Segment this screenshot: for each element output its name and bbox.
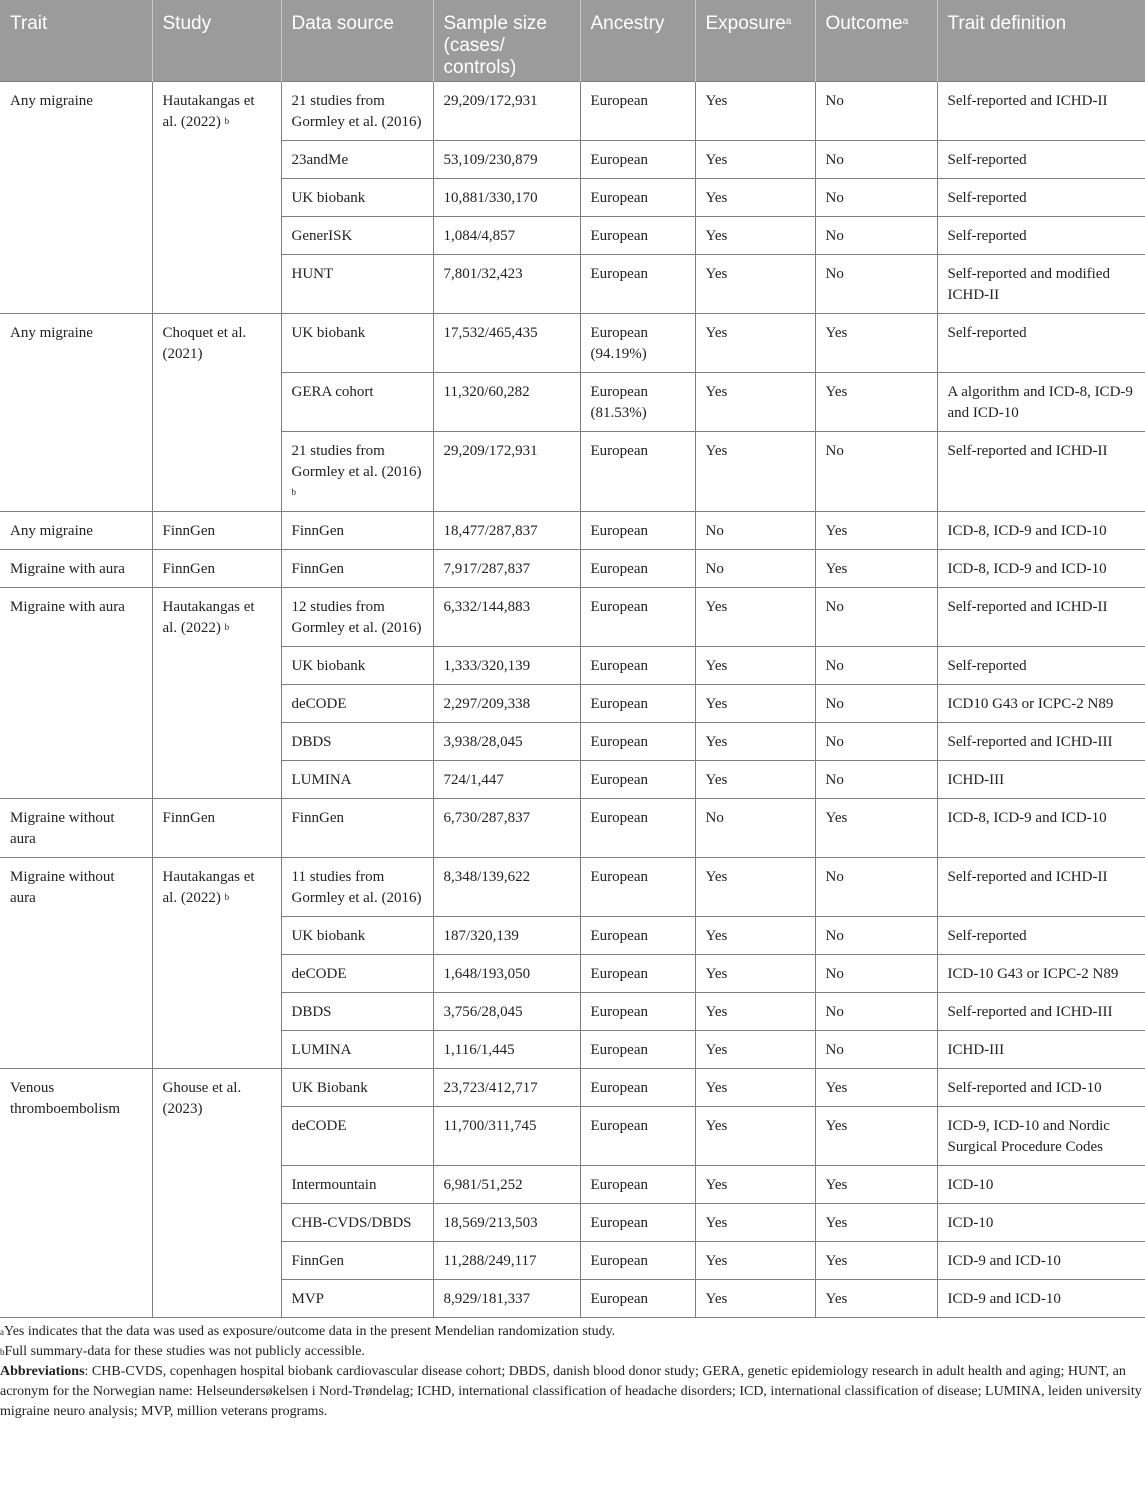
ancestry-cell: European: [580, 722, 695, 760]
data-source-cell: UK biobank: [281, 313, 433, 372]
trait-definition-cell: A algorithm and ICD-8, ICD-9 and ICD-10: [937, 372, 1145, 431]
exposure-cell: Yes: [695, 431, 815, 511]
exposure-cell: Yes: [695, 140, 815, 178]
outcome-cell: Yes: [815, 1068, 937, 1106]
data-source-cell: UK Biobank: [281, 1068, 433, 1106]
ancestry-cell: European: [580, 1203, 695, 1241]
sample-size-cell: 2,297/209,338: [433, 684, 580, 722]
outcome-cell: Yes: [815, 511, 937, 549]
outcome-cell: Yes: [815, 1203, 937, 1241]
data-source-cell: UK biobank: [281, 178, 433, 216]
data-source-cell: 12 studies from Gormley et al. (2016): [281, 587, 433, 646]
data-source-cell: deCODE: [281, 1106, 433, 1165]
exposure-cell: No: [695, 511, 815, 549]
trait-cell: Any migraine: [0, 511, 152, 549]
data-source-cell: CHB-CVDS/DBDS: [281, 1203, 433, 1241]
ancestry-cell: European: [580, 1165, 695, 1203]
ancestry-cell: European: [580, 992, 695, 1030]
outcome-cell: No: [815, 140, 937, 178]
data-source-cell: MVP: [281, 1279, 433, 1317]
exposure-cell: Yes: [695, 178, 815, 216]
trait-definition-cell: ICD-8, ICD-9 and ICD-10: [937, 798, 1145, 857]
trait-cell: Migraine with aura: [0, 549, 152, 587]
data-source-cell: LUMINA: [281, 1030, 433, 1068]
ancestry-cell: European: [580, 140, 695, 178]
table-row: [0, 549, 1145, 587]
exposure-cell: Yes: [695, 646, 815, 684]
trait-definition-cell: ICHD-III: [937, 1030, 1145, 1068]
footnote-a: $^a$Yes indicates that the data was used as exposure/outcome data in the present Mendelian randomization study.: [0, 1323, 616, 1339]
header-ancestry: Ancestry: [580, 0, 695, 81]
outcome-cell: Yes: [815, 372, 937, 431]
trait-definition-cell: Self-reported: [937, 178, 1145, 216]
data-source-cell: FinnGen: [281, 798, 433, 857]
exposure-cell: Yes: [695, 760, 815, 798]
header-row: [0, 0, 1145, 81]
ancestry-cell: European: [580, 1279, 695, 1317]
exposure-cell: Yes: [695, 954, 815, 992]
ancestry-cell: European: [580, 798, 695, 857]
table-row: [0, 313, 1145, 372]
ancestry-cell: European: [580, 254, 695, 313]
outcome-cell: No: [815, 992, 937, 1030]
sample-size-cell: 17,532/465,435: [433, 313, 580, 372]
ancestry-cell: European: [580, 1241, 695, 1279]
outcome-cell: No: [815, 431, 937, 511]
trait-definition-cell: Self-reported and ICHD-III: [937, 722, 1145, 760]
exposure-cell: Yes: [695, 857, 815, 916]
ancestry-cell: European: [580, 216, 695, 254]
data-source-cell: GERA cohort: [281, 372, 433, 431]
outcome-cell: No: [815, 81, 937, 140]
table-body: [0, 81, 1145, 1317]
ancestry-cell: European: [580, 1030, 695, 1068]
outcome-cell: Yes: [815, 549, 937, 587]
sample-size-cell: 10,881/330,170: [433, 178, 580, 216]
sample-size-cell: 1,648/193,050: [433, 954, 580, 992]
data-source-cell: 11 studies from Gormley et al. (2016): [281, 857, 433, 916]
study-cell: Hautakangas et al. (2022) $^b$: [152, 81, 281, 313]
data-source-cell: deCODE: [281, 954, 433, 992]
trait-definition-cell: ICD-8, ICD-9 and ICD-10: [937, 511, 1145, 549]
trait-cell: Venous thromboembolism: [0, 1068, 152, 1317]
outcome-cell: Yes: [815, 1106, 937, 1165]
table-row: [0, 81, 1145, 140]
exposure-cell: Yes: [695, 1165, 815, 1203]
ancestry-cell: European: [580, 760, 695, 798]
trait-definition-cell: Self-reported: [937, 216, 1145, 254]
ancestry-cell: European: [580, 511, 695, 549]
ancestry-cell: European: [580, 81, 695, 140]
table-row: [0, 587, 1145, 646]
header-outcome: Outcome$^a$: [815, 0, 937, 81]
trait-definition-cell: ICD-10 G43 or ICPC-2 N89: [937, 954, 1145, 992]
sample-size-cell: 11,700/311,745: [433, 1106, 580, 1165]
trait-definition-cell: ICD-10: [937, 1203, 1145, 1241]
exposure-cell: Yes: [695, 1241, 815, 1279]
trait-cell: Migraine with aura: [0, 587, 152, 798]
outcome-cell: No: [815, 916, 937, 954]
trait-definition-cell: ICD-9 and ICD-10: [937, 1241, 1145, 1279]
data-source-cell: DBDS: [281, 992, 433, 1030]
trait-definition-cell: Self-reported: [937, 313, 1145, 372]
exposure-cell: Yes: [695, 992, 815, 1030]
outcome-cell: No: [815, 646, 937, 684]
table-row: [0, 798, 1145, 857]
exposure-cell: Yes: [695, 587, 815, 646]
exposure-cell: Yes: [695, 916, 815, 954]
data-source-cell: FinnGen: [281, 549, 433, 587]
trait-cell: Migraine without aura: [0, 857, 152, 1068]
ancestry-cell: European (81.53%): [580, 372, 695, 431]
study-cell: Ghouse et al. (2023): [152, 1068, 281, 1317]
sample-size-cell: 6,730/287,837: [433, 798, 580, 857]
sample-size-cell: 1,333/320,139: [433, 646, 580, 684]
trait-definition-cell: ICD-8, ICD-9 and ICD-10: [937, 549, 1145, 587]
sample-size-cell: 11,320/60,282: [433, 372, 580, 431]
sample-size-cell: 23,723/412,717: [433, 1068, 580, 1106]
header-trait-definition: Trait definition: [937, 0, 1145, 81]
sample-size-cell: 1,084/4,857: [433, 216, 580, 254]
trait-definition-cell: Self-reported and ICD-10: [937, 1068, 1145, 1106]
ancestry-cell: European: [580, 549, 695, 587]
exposure-cell: Yes: [695, 372, 815, 431]
header-data-source: Data source: [281, 0, 433, 81]
ancestry-cell: European: [580, 954, 695, 992]
outcome-cell: Yes: [815, 313, 937, 372]
outcome-cell: Yes: [815, 1165, 937, 1203]
table-row: [0, 1068, 1145, 1106]
trait-definition-cell: ICD-10: [937, 1165, 1145, 1203]
outcome-cell: No: [815, 954, 937, 992]
abbreviations: Abbreviations: CHB-CVDS, copenhagen hospital biobank cardiovascular disease cohort; DBDS, danish blood donor study; GERA, genetic epidemiology research in adult health and aging; HUNT, an acronym for the Norwegian name: Helseundersøkelsen i Nord-Trøndelag; ICHD, international classification of headache disorders; ICD, international classification of disease; LUMINA, leiden university migraine neuro analysis; MVP, million veterans programs.: [0, 1363, 1142, 1419]
sample-size-cell: 53,109/230,879: [433, 140, 580, 178]
data-source-cell: LUMINA: [281, 760, 433, 798]
trait-definition-cell: Self-reported and ICHD-II: [937, 81, 1145, 140]
exposure-cell: Yes: [695, 1030, 815, 1068]
exposure-cell: Yes: [695, 1279, 815, 1317]
study-cell: FinnGen: [152, 549, 281, 587]
footnote-b: $^b$Full summary-data for these studies was not publicly accessible.: [0, 1343, 365, 1359]
trait-definition-cell: ICHD-III: [937, 760, 1145, 798]
exposure-cell: Yes: [695, 216, 815, 254]
study-cell: Hautakangas et al. (2022) $^b$: [152, 857, 281, 1068]
outcome-cell: No: [815, 684, 937, 722]
ancestry-cell: European: [580, 1106, 695, 1165]
trait-definition-cell: Self-reported: [937, 140, 1145, 178]
sample-size-cell: 187/320,139: [433, 916, 580, 954]
exposure-cell: Yes: [695, 1106, 815, 1165]
sample-size-cell: 8,348/139,622: [433, 857, 580, 916]
data-source-cell: 21 studies from Gormley et al. (2016): [281, 81, 433, 140]
ancestry-cell: European: [580, 646, 695, 684]
header-study: Study: [152, 0, 281, 81]
ancestry-cell: European: [580, 857, 695, 916]
data-source-cell: UK biobank: [281, 646, 433, 684]
sample-size-cell: 3,938/28,045: [433, 722, 580, 760]
sample-size-cell: 11,288/249,117: [433, 1241, 580, 1279]
data-source-cell: DBDS: [281, 722, 433, 760]
outcome-cell: No: [815, 216, 937, 254]
data-source-cell: UK biobank: [281, 916, 433, 954]
sample-size-cell: 724/1,447: [433, 760, 580, 798]
outcome-cell: Yes: [815, 798, 937, 857]
trait-definition-cell: ICD10 G43 or ICPC-2 N89: [937, 684, 1145, 722]
table-footnotes: [0, 1318, 1145, 1422]
data-source-cell: HUNT: [281, 254, 433, 313]
data-source-cell: GenerISK: [281, 216, 433, 254]
data-source-cell: Intermountain: [281, 1165, 433, 1203]
sample-size-cell: 29,209/172,931: [433, 431, 580, 511]
exposure-cell: Yes: [695, 722, 815, 760]
ancestry-cell: European: [580, 587, 695, 646]
trait-definition-cell: ICD-9 and ICD-10: [937, 1279, 1145, 1317]
sample-size-cell: 7,917/287,837: [433, 549, 580, 587]
exposure-cell: No: [695, 549, 815, 587]
trait-definition-cell: Self-reported and ICHD-II: [937, 857, 1145, 916]
trait-definition-cell: Self-reported: [937, 916, 1145, 954]
outcome-cell: No: [815, 254, 937, 313]
trait-definition-cell: Self-reported and ICHD-III: [937, 992, 1145, 1030]
outcome-cell: No: [815, 587, 937, 646]
exposure-cell: Yes: [695, 1068, 815, 1106]
trait-definition-cell: Self-reported and ICHD-II: [937, 587, 1145, 646]
data-source-cell: 21 studies from Gormley et al. (2016) $^b$: [281, 431, 433, 511]
study-cell: FinnGen: [152, 798, 281, 857]
data-source-cell: 23andMe: [281, 140, 433, 178]
exposure-cell: No: [695, 798, 815, 857]
outcome-cell: Yes: [815, 1241, 937, 1279]
study-cell: Choquet et al. (2021): [152, 313, 281, 511]
sample-size-cell: 18,569/213,503: [433, 1203, 580, 1241]
data-source-cell: FinnGen: [281, 1241, 433, 1279]
ancestry-cell: European: [580, 431, 695, 511]
ancestry-cell: European: [580, 684, 695, 722]
ancestry-cell: European: [580, 1068, 695, 1106]
sample-size-cell: 1,116/1,445: [433, 1030, 580, 1068]
data-source-cell: deCODE: [281, 684, 433, 722]
header-sample-size: Sample size (cases/ controls): [433, 0, 580, 81]
table-row: [0, 511, 1145, 549]
outcome-cell: No: [815, 1030, 937, 1068]
outcome-cell: No: [815, 857, 937, 916]
ancestry-cell: European (94.19%): [580, 313, 695, 372]
trait-cell: Migraine without aura: [0, 798, 152, 857]
trait-cell: Any migraine: [0, 81, 152, 313]
exposure-cell: Yes: [695, 684, 815, 722]
exposure-cell: Yes: [695, 1203, 815, 1241]
outcome-cell: Yes: [815, 1279, 937, 1317]
ancestry-cell: European: [580, 178, 695, 216]
trait-definition-cell: Self-reported: [937, 646, 1145, 684]
sample-size-cell: 6,981/51,252: [433, 1165, 580, 1203]
sample-size-cell: 29,209/172,931: [433, 81, 580, 140]
sample-size-cell: 3,756/28,045: [433, 992, 580, 1030]
outcome-cell: No: [815, 760, 937, 798]
trait-definition-cell: Self-reported and ICHD-II: [937, 431, 1145, 511]
sample-size-cell: 18,477/287,837: [433, 511, 580, 549]
sample-size-cell: 7,801/32,423: [433, 254, 580, 313]
sample-size-cell: 8,929/181,337: [433, 1279, 580, 1317]
exposure-cell: Yes: [695, 254, 815, 313]
outcome-cell: No: [815, 178, 937, 216]
trait-cell: Any migraine: [0, 313, 152, 511]
ancestry-cell: European: [580, 916, 695, 954]
header-exposure: Exposure$^a$: [695, 0, 815, 81]
sample-size-cell: 6,332/144,883: [433, 587, 580, 646]
study-cell: Hautakangas et al. (2022) $^b$: [152, 587, 281, 798]
exposure-cell: Yes: [695, 81, 815, 140]
header-trait: Trait: [0, 0, 152, 81]
trait-definition-cell: ICD-9, ICD-10 and Nordic Surgical Procedure Codes: [937, 1106, 1145, 1165]
table-row: [0, 857, 1145, 916]
trait-definition-cell: Self-reported and modified ICHD-II: [937, 254, 1145, 313]
data-source-cell: FinnGen: [281, 511, 433, 549]
study-cell: FinnGen: [152, 511, 281, 549]
exposure-cell: Yes: [695, 313, 815, 372]
outcome-cell: No: [815, 722, 937, 760]
